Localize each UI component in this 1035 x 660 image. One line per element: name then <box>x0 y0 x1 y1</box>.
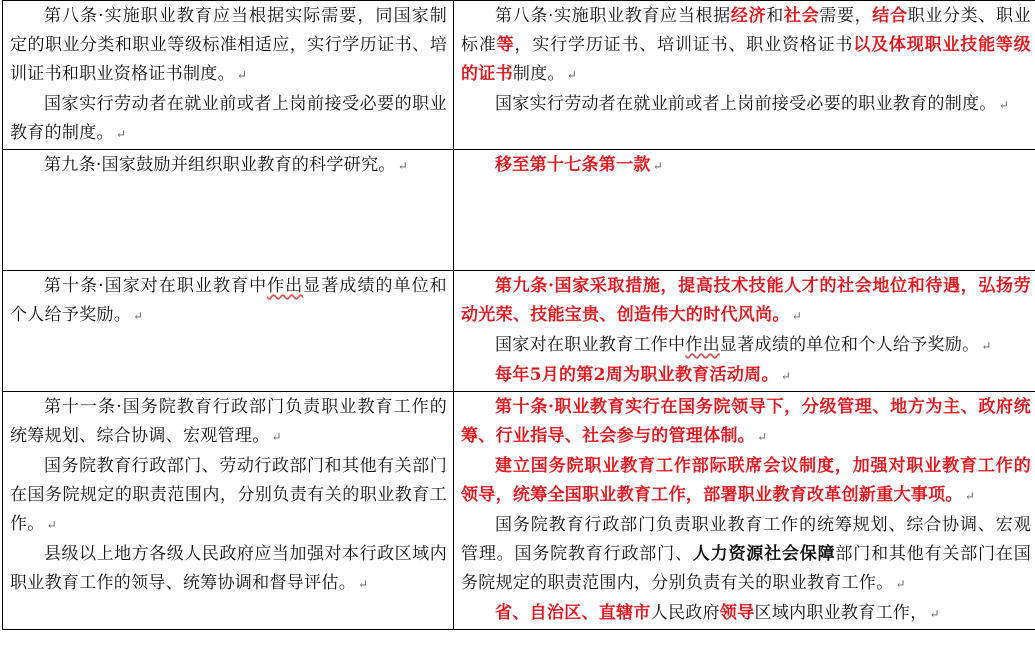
paragraph-mark-icon: ↵ <box>981 339 992 353</box>
paragraph <box>10 2 447 90</box>
body-text: 制度。 <box>512 64 565 84</box>
body-text: 显著成绩的单位和个人给予奖励。 <box>10 276 447 325</box>
revised-text: 社会 <box>783 6 820 26</box>
body-text: 国务院教育行政部门、劳动行政部门和其他有关部门在国务院规定的职责范围内，分别负责有关的职业教育工作。 <box>10 456 447 534</box>
paragraph-mark-icon: ↵ <box>791 309 803 323</box>
table-row-article-8 <box>3 1 1035 150</box>
paragraph-mark-icon: ↵ <box>397 159 409 173</box>
emphasized-text: 人力资源社会保障 <box>692 544 836 564</box>
revised-text: 结合 <box>872 6 908 26</box>
paragraph <box>10 540 447 599</box>
revised-text: 等 <box>496 35 515 55</box>
body-text: 职业分类、职业标准 <box>461 6 1032 55</box>
new-text-cell <box>454 392 1035 630</box>
paragraph-mark-icon: ↵ <box>895 577 906 591</box>
body-text: 部门和其他有关部门在国务院规定的职责范围内，分别负责有关的职业教育工作。 <box>461 544 1032 593</box>
new-text-cell <box>454 271 1035 392</box>
body-text: 第十条·国家对在职业教育中 <box>44 276 268 296</box>
revised-text: 第九条·国家采取措施，提高技术技能人才的社会地位和待遇，弘扬劳动光荣、技能宝贵、创造伟大的时代风尚。 <box>461 276 1031 325</box>
paragraph-mark-icon: ↵ <box>358 577 369 591</box>
revised-text: 以及体现职业技能等级的证书 <box>461 35 1032 84</box>
old-text-cell <box>3 150 454 271</box>
body-text: 国家实行劳动者在就业前或者上岗前接受必要的职业教育的制度。 <box>495 94 997 114</box>
table-row-article-11 <box>3 392 1035 630</box>
paragraph <box>10 151 447 181</box>
paragraph-mark-icon: ↵ <box>271 430 282 444</box>
body-text: 显著成绩的单位和个人给予奖励。 <box>719 335 980 355</box>
paragraph-mark-icon: ↵ <box>964 489 976 503</box>
body-text: 第八条·实施职业教育应当根据 <box>495 6 731 26</box>
body-text: 第八条·实施职业教育应当根据实际需要，同国家制定的职业分类和职业等级标准相适应，实行学历证书、培训证书和职业资格证书制度。 <box>10 6 447 84</box>
body-text: 第十一条·国务院教育行政部门负责职业教育工作的统筹规划、综合协调、宏观管理。 <box>10 397 447 446</box>
paragraph-mark-icon: ↵ <box>929 607 940 621</box>
paragraph <box>461 151 1031 181</box>
body-text: 第九条·国家鼓励并组织职业教育的科学研究。 <box>44 155 396 175</box>
body-text: 国家对在职业教育工作中 <box>495 335 686 355</box>
revised-text: 每年5月的第2周为职业教育活动周。 <box>495 365 779 385</box>
new-text-cell <box>454 150 1035 271</box>
paragraph <box>461 2 1031 90</box>
old-text-cell <box>3 392 454 630</box>
paragraph <box>461 361 1031 391</box>
table-body <box>3 1 1035 630</box>
paragraph-mark-icon: ↵ <box>652 159 664 173</box>
body-text: 县级以上地方各级人民政府应当加强对本行政区域内职业教育工作的领导、统筹协调和督导评估。 <box>10 544 447 593</box>
paragraph-mark-icon: ↵ <box>566 68 578 82</box>
paragraph <box>461 393 1031 452</box>
paragraph <box>461 331 1031 361</box>
paragraph <box>461 90 1031 120</box>
paragraph <box>10 90 447 149</box>
paragraph <box>10 272 447 331</box>
new-text-cell <box>454 1 1035 150</box>
revised-text: 经济 <box>730 6 767 26</box>
paragraph <box>461 599 1031 629</box>
body-text: 国家实行劳动者在就业前或者上岗前接受必要的职业教育的制度。 <box>10 94 447 143</box>
revised-text: 建立国务院职业教育工作部际联席会议制度，加强对职业教育工作的领导，统筹全国职业教育工作，部署职业教育改革创新重大事项。 <box>461 456 1031 505</box>
body-text: 人民政府 <box>650 603 720 623</box>
table-row-article-9 <box>3 150 1035 271</box>
paragraph-mark-icon: ↵ <box>46 518 57 532</box>
flagged-text: 作出 <box>685 335 720 355</box>
body-text: 需要， <box>819 6 873 26</box>
paragraph-mark-icon: ↵ <box>998 98 1010 112</box>
paragraph-mark-icon: ↵ <box>115 127 127 141</box>
paragraph <box>461 272 1031 331</box>
paragraph-mark-icon: ↵ <box>757 430 768 444</box>
paragraph-mark-icon: ↵ <box>236 68 248 82</box>
paragraph <box>461 452 1031 511</box>
body-text: ，实行学历证书、培训证书、职业资格证书 <box>514 35 854 55</box>
paragraph-mark-icon: ↵ <box>780 369 792 383</box>
table-row-article-10 <box>3 271 1035 392</box>
paragraph-mark-icon: ↵ <box>133 309 144 323</box>
revised-text: 第十条·职业教育实行在国务院领导下，分级管理、地方为主、政府统筹、行业指导、社会参与的管理体制。 <box>461 397 1031 446</box>
flagged-text: 作出 <box>267 276 304 296</box>
revised-text: 领导 <box>719 603 755 623</box>
paragraph <box>10 452 447 540</box>
body-text: 区域内职业教育工作， <box>754 603 928 623</box>
old-text-cell <box>3 271 454 392</box>
body-text: 和 <box>766 6 784 26</box>
old-text-cell <box>3 1 454 150</box>
body-text: 国务院教育行政部门负责职业教育工作的统筹规划、综合协调、宏观管理。国务院教育行政部门、 <box>461 515 1031 564</box>
comparison-table <box>2 0 1035 630</box>
paragraph <box>10 393 447 452</box>
revised-text: 移至第十七条第一款 <box>495 155 651 175</box>
revised-text: 省、自治区、直辖市 <box>495 603 651 623</box>
paragraph <box>461 511 1031 599</box>
